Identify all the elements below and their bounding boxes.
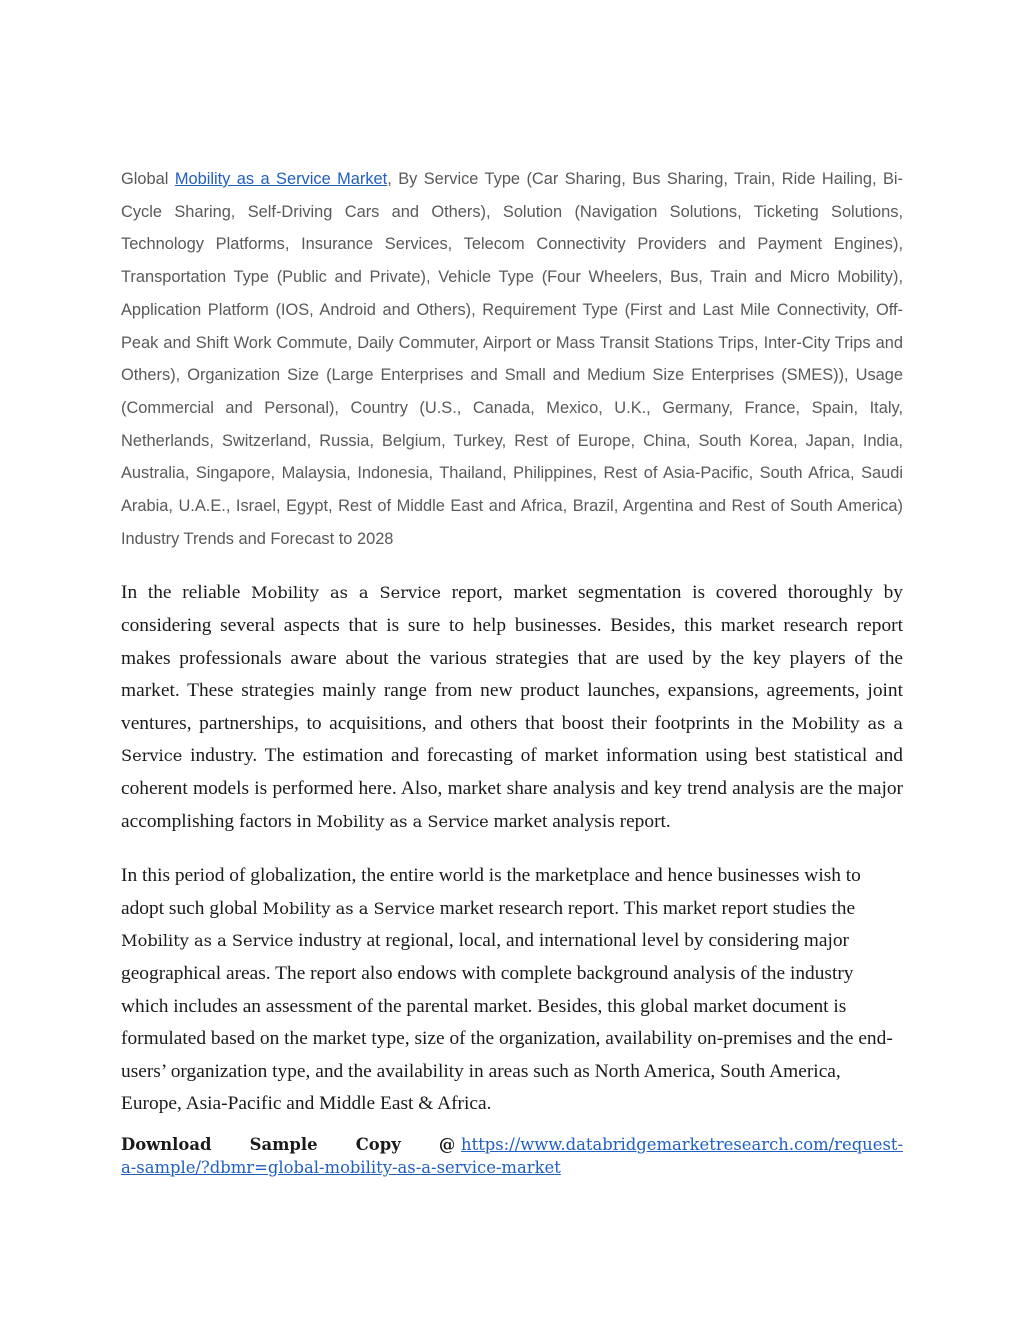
para1-keyword-3: Mobility as a Service <box>316 811 489 831</box>
document-content <box>121 163 903 1195</box>
para2-text-2: market research report. This market report studies the <box>434 897 856 919</box>
intro-segments-text: , By Service Type (Car Sharing, Bus Sharing, Train, Ride Hailing, Bi-Cycle Sharing, Self-Driving Cars and Others), Solution (Navigation Solutions, Ticketing Solutions, Technology Platforms, Insurance Services, Telecom Connectivity Providers and Payment Engines), Transportation Type (Public and Private), Vehicle Type (Four Wheelers, Bus, Train and Micro Mobility), Application Platform (IOS, Android and Others), Requirement Type (First and Last Mile Connectivity, Off-Peak and Shift Work Commute, Daily Commuter, Airport or Mass Transit Stations Trips, Inter-City Trips and Others), Organization Size (Large Enterprises and Small and Medium Size Enterprises (SMES)), Usage (Commercial and Personal), Country (U.S., Canada, Mexico, U.K., Germany, France, Spain, Italy, Netherlands, Switzerland, Russia, Belgium, Turkey, Rest of Europe, China, South Korea, Japan, India, Australia, Singapore, Malaysia, Indonesia, Thailand, Philippines, Rest of Asia-Pacific, South Africa, Saudi Arabia, U.A.E., Israel, Egypt, Rest of Middle East and Africa, Brazil, Argentina and Rest of South America) Industry Trends and Forecast to 2028 <box>121 170 903 548</box>
para2-keyword-1: Mobility as a Service <box>262 898 435 918</box>
globalization-paragraph <box>121 860 903 1121</box>
para1-keyword-1: Mobility as a Service <box>251 583 441 603</box>
para1-text-4: market analysis report. <box>488 810 671 832</box>
download-sample-line <box>121 1133 903 1179</box>
para2-text-1: In this period of globalization, the entire world is the marketplace and hence businesses wish to adopt such global <box>121 865 861 919</box>
intro-prefix: Global <box>121 170 175 188</box>
para2-text-3: industry at regional, local, and international level by considering major geographical areas. The report also endows with complete background analysis of the industry which includes an assessment of the parental market. Besides, this global market document is formulated based on the market type, size of the organization, availability on-premises and the end-users’ organization type, and the availability in areas such as North America, South America, Europe, Asia-Pacific and Middle East & Africa. <box>121 930 893 1115</box>
para1-keyword-2: Mobility as a Service <box>121 713 903 766</box>
para1-text-2: report, market segmentation is covered thoroughly by considering several aspects that is sure to help businesses. Besides, this market research report makes professionals aware about the various strategies that are used by the key players of the market. These strategies mainly range from new product launches, expansions, agreements, joint ventures, partnerships, to acquisitions, and others that boost their footprints in the <box>121 582 903 734</box>
download-sample-link[interactable]: https://www.databridgemarketresearch.com/request-a-sample/?dbmr=global-mobility-as-a-service-market <box>121 1134 903 1177</box>
report-title-paragraph <box>121 163 903 555</box>
para1-text-3: industry. The estimation and forecasting of market information using best statistical and coherent models is performed here. Also, market share analysis and key trend analysis are the major accomplishing factors in <box>121 745 903 832</box>
download-sample-label: Download Sample Copy @ <box>121 1134 456 1154</box>
para2-keyword-2: Mobility as a Service <box>121 931 294 951</box>
para1-text-1: In the reliable <box>121 582 252 604</box>
market-link[interactable]: Mobility as a Service Market <box>174 170 388 188</box>
market-segmentation-paragraph <box>121 577 903 838</box>
